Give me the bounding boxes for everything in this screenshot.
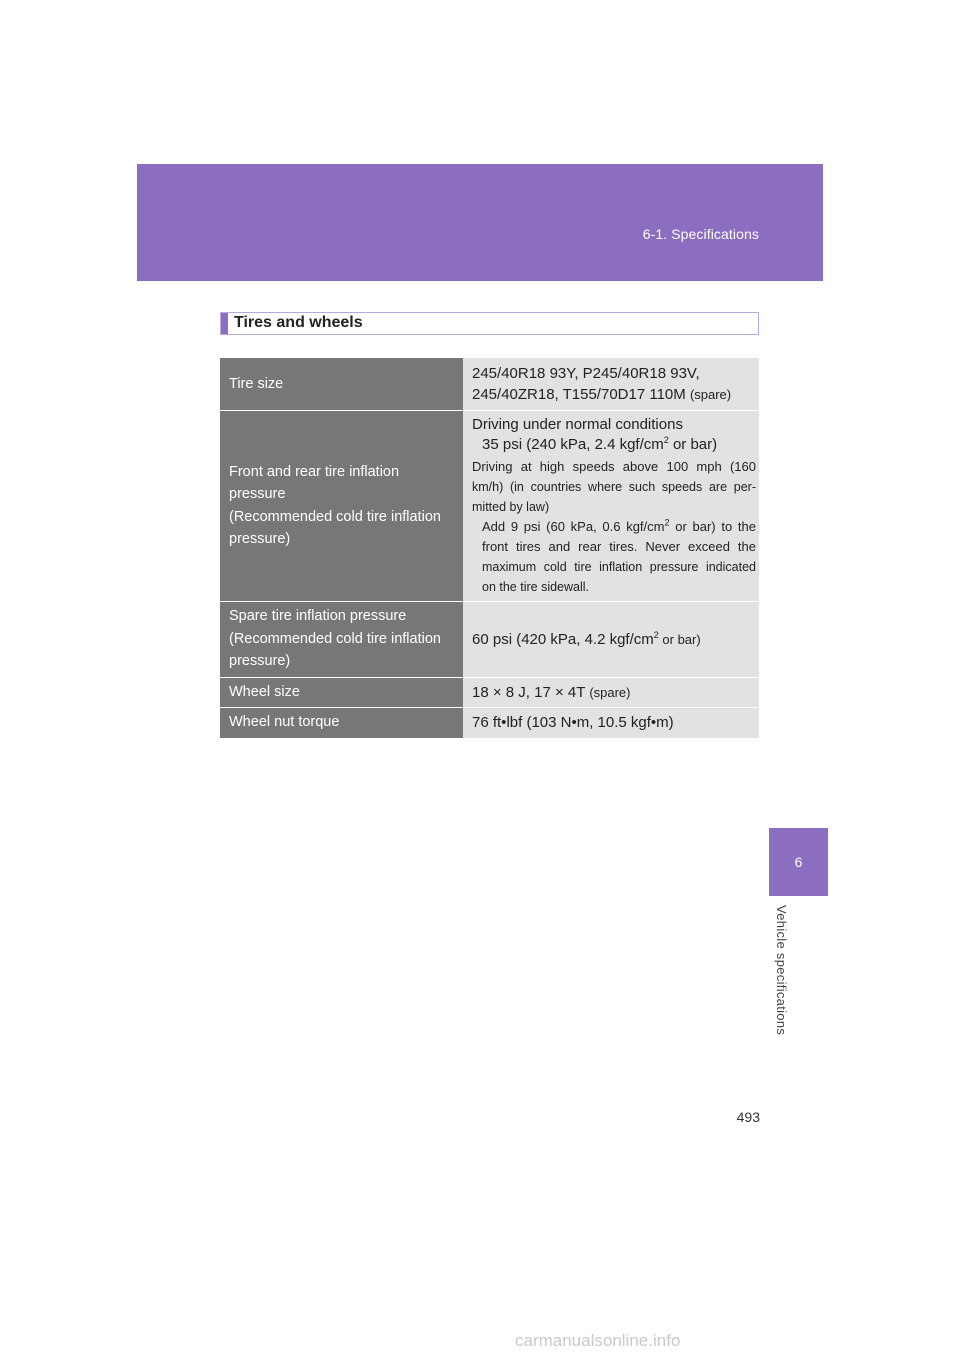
front-rear-pressure-label [220,410,463,601]
spare-label-line1: Spare tire inflation pressure [229,608,407,625]
tire-size-value [463,358,759,410]
add-pressure-line4: on the tire sidewall. [482,579,590,594]
wheel-size-label: Wheel size [220,677,463,707]
spare-value-tail: or bar) [658,631,701,647]
chapter-tab-number[interactable]: 6 [769,828,828,896]
spare-pressure-value [463,601,759,677]
table-row-spare-pressure [220,601,759,677]
table-row-wheel-nut-torque [220,707,759,738]
normal-value-sup: 2 [663,434,669,445]
high-speed-line3: mitted by law) [472,499,550,514]
page-number: 493 [736,1109,760,1125]
spare-pressure-label [220,601,463,677]
front-rear-label-line4: pressure) [229,531,291,547]
wheel-size-spare-note: (spare) [589,684,631,700]
front-rear-label-line3: (Recommended cold tire inflation [229,508,441,525]
front-rear-label-line2: pressure [229,486,286,502]
add-pressure-line1 [472,517,756,537]
tire-size-line1: 245/40R18 93Y, P245/40R18 93V, [472,364,700,382]
section-heading-title: Tires and wheels [234,314,363,331]
table-row-front-rear-pressure [220,410,759,601]
chapter-tab-title: Vehicle specifications [774,905,789,1036]
specs-table [220,358,759,739]
add-value-tail: or bar) to the [669,518,756,534]
table-row-tire-size [220,358,759,410]
front-rear-label-line1: Front and rear tire inflation [229,463,400,480]
wheel-nut-value: 76 ft•lbf (103 N•m, 10.5 kgf•m) [463,707,759,738]
table-row-wheel-size [220,677,759,707]
tire-size-spare-note: (spare) [689,386,732,402]
header-section-title: 6-1. Specifications [642,226,759,242]
normal-value-text: 35 psi (240 kPa, 2.4 kgf/cm [482,435,664,453]
spare-label-line3: pressure) [229,653,291,670]
front-rear-pressure-value [463,410,759,601]
spare-value-text: 60 psi (420 kPa, 4.2 kgf/cm [472,630,654,648]
heading-accent-bar [221,313,228,334]
normal-conditions-value [472,435,756,455]
add-pressure-line2: front tires and rear tires. Never exceed the [482,538,756,554]
wheel-size-value-text: 18 × 8 J, 17 × 4T [472,683,586,701]
tire-size-line2-text: 245/40ZR18, T155/70D17 110M [472,385,686,403]
wheel-size-value [463,677,759,707]
spare-value-sup: 2 [653,629,659,640]
header-band [137,164,823,281]
normal-value-tail: or bar) [668,435,718,453]
add-value-sup: 2 [664,517,670,528]
tire-size-label: Tire size [220,358,463,410]
high-speed-line1: Driving at high speeds above 100 mph (160 [472,458,756,474]
section-heading [220,312,759,335]
tire-size-line2 [472,384,756,405]
high-speed-line2: km/h) (in countries where such speeds are per- [472,479,756,494]
wheel-nut-label: Wheel nut torque [220,707,463,738]
add-value-text: Add 9 psi (60 kPa, 0.6 kgf/cm [482,518,665,534]
normal-conditions-title: Driving under normal conditions [472,415,683,433]
add-pressure-line3: maximum cold tire inflation pressure indicated [482,559,756,574]
watermark: carmanualsonline.info [515,1331,681,1350]
spare-label-line2: (Recommended cold tire inflation [229,630,441,647]
